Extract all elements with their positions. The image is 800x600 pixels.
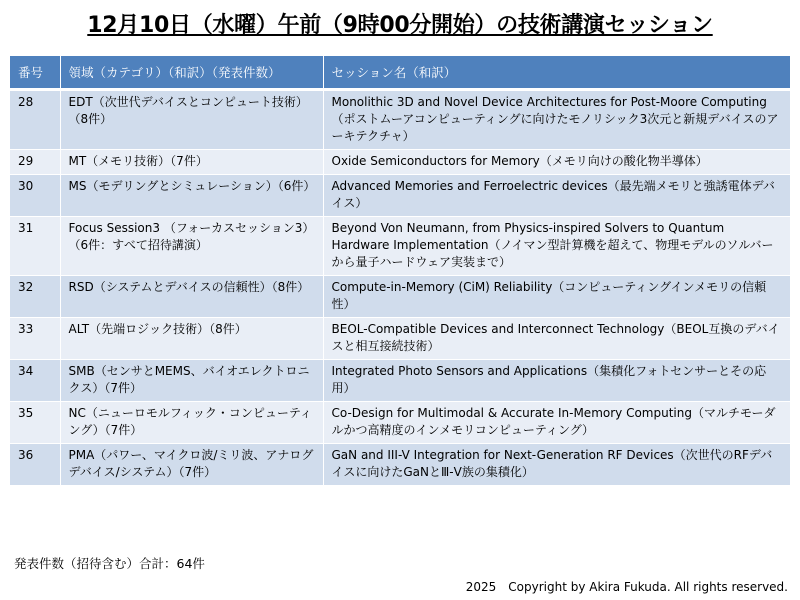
row-number: 34 (10, 360, 60, 402)
row-session: BEOL-Compatible Devices and Interconnect Technology（BEOL互換のデバイスと相互接続技術） (323, 318, 790, 360)
table-row (10, 276, 790, 318)
row-number: 28 (10, 90, 60, 150)
row-domain: ALT（先端ロジック技術）（8件） (60, 318, 323, 360)
page-title: 12月10日（水曜）午前（9時00分開始）の技術講演セッション (87, 13, 713, 38)
row-domain: MS（モデリングとシミュレーション）（6件） (60, 175, 323, 217)
table-row (10, 360, 790, 402)
table-row (10, 175, 790, 217)
row-number: 33 (10, 318, 60, 360)
table-row (10, 217, 790, 276)
table-header-row (10, 56, 790, 90)
row-session: Oxide Semiconductors for Memory（メモリ向けの酸化物半導体） (323, 150, 790, 175)
header-session: セッション名（和訳） (323, 56, 790, 90)
row-number: 31 (10, 217, 60, 276)
table-row (10, 444, 790, 486)
row-session: Compute-in-Memory (CiM) Reliability（コンピューティングインメモリの信頼性） (323, 276, 790, 318)
row-number: 36 (10, 444, 60, 486)
row-session: Beyond Von Neumann, from Physics-inspired Solvers to Quantum Hardware Implementation（ノイマン型計算機を超えて、物理モデルのソルバーから量子ハードウェア実装まで） (323, 217, 790, 276)
table-row (10, 90, 790, 150)
row-domain: PMA（パワー、マイクロ波/ミリ波、アナログデバイス/システム）（7件） (60, 444, 323, 486)
session-table (10, 56, 791, 486)
row-domain: Focus Session3 （フォーカスセッション3）（6件：すべて招待講演） (60, 217, 323, 276)
row-domain: MT（メモリ技術）（7件） (60, 150, 323, 175)
row-domain: NC（ニューロモルフィック・コンピューティング）（7件） (60, 402, 323, 444)
table-row (10, 318, 790, 360)
row-session: Co-Design for Multimodal & Accurate In-Memory Computing（マルチモーダルかつ高精度のインメモリコンピューティング） (323, 402, 790, 444)
row-number: 30 (10, 175, 60, 217)
row-domain: RSD（システムとデバイスの信頼性）（8件） (60, 276, 323, 318)
row-session: Advanced Memories and Ferroelectric devices（最先端メモリと強誘電体デバイス） (323, 175, 790, 217)
row-session: Integrated Photo Sensors and Applications（集積化フォトセンサーとその応用） (323, 360, 790, 402)
header-number: 番号 (10, 56, 60, 90)
header-domain: 領域（カテゴリ）（和訳）（発表件数） (60, 56, 323, 90)
row-session: Monolithic 3D and Novel Device Architectures for Post-Moore Computing（ポストムーアコンピューティングに向けたモノリシック3次元と新規デバイスのアーキテクチャ） (323, 90, 790, 150)
row-session: GaN and III-V Integration for Next-Generation RF Devices（次世代のRFデバイスに向けたGaNとⅢ-Ⅴ族の集積化） (323, 444, 790, 486)
total-count: 発表件数（招待含む）合計：64件 (14, 556, 205, 571)
row-number: 29 (10, 150, 60, 175)
row-number: 35 (10, 402, 60, 444)
table-row (10, 150, 790, 175)
row-domain: EDT（次世代デバイスとコンピュート技術）（8件） (60, 90, 323, 150)
row-domain: SMB（センサとMEMS、バイオエレクトロニクス）（7件） (60, 360, 323, 402)
table-row (10, 402, 790, 444)
copyright-notice: 2025 Copyright by Akira Fukuda. All rights reserved. (465, 580, 788, 594)
row-number: 32 (10, 276, 60, 318)
